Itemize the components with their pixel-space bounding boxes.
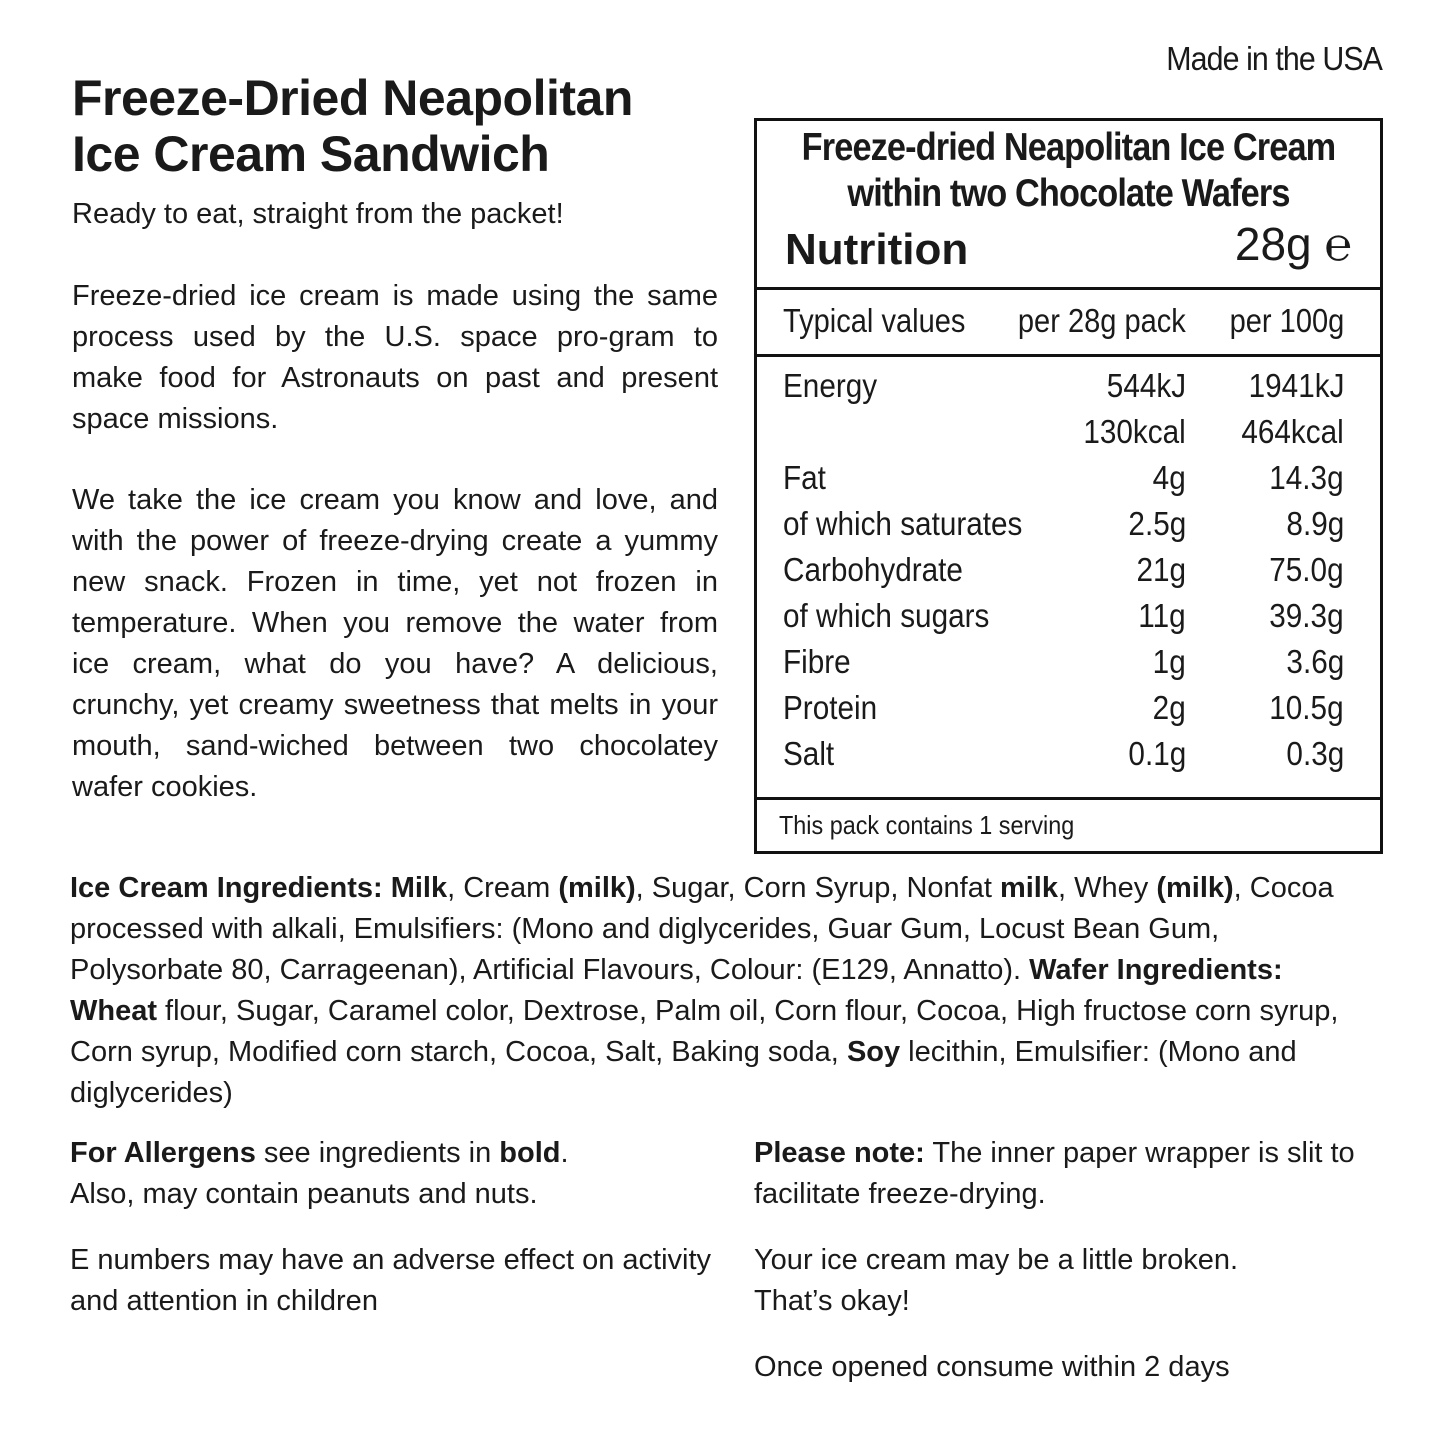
value-per-pack: 0.1g (1128, 735, 1186, 772)
nutrition-row (757, 459, 1380, 505)
allergen-milk: Milk (390, 872, 448, 904)
column-per-pack: per 28g pack (1018, 302, 1186, 339)
value-per-100g: 10.5g (1269, 689, 1344, 726)
column-typical-values: Typical values (783, 302, 966, 339)
value-per-100g: 75.0g (1269, 551, 1344, 588)
allergen-text: see ingredients in (255, 1137, 500, 1169)
nutrition-footer (757, 797, 1380, 854)
nutrition-row (757, 551, 1380, 597)
allergen-advice (70, 1133, 730, 1215)
nutrient-name: Carbohydrate (783, 551, 963, 588)
nutrient-name: of which saturates (783, 505, 1023, 542)
value-per-100g: 8.9g (1286, 505, 1344, 542)
ice-cream-ingredients-heading: Ice Cream Ingredients: (70, 872, 383, 904)
value-per-100g: 14.3g (1269, 459, 1344, 496)
nutrition-row (757, 505, 1380, 551)
allergen-milk: (milk) (558, 872, 636, 904)
net-weight: 28g ℮ (1234, 218, 1352, 270)
value-per-100g: 3.6g (1286, 643, 1344, 680)
broken-note-line-2: That’s okay! (754, 1285, 910, 1317)
value-per-pack: 4g (1152, 459, 1186, 496)
description-paragraph-2: We take the ice cream you know and love, and with the power of freeze-drying create a yummy new snack. Frozen in time, yet not frozen in temperature. When you remove the water from ice cream, what do you have? A delicious, crunchy, yet creamy sweetness that melts in your mouth, sand-wiched between two chocolatey wafer cookies. (72, 484, 718, 803)
nutrient-name: Protein (783, 689, 878, 726)
broken-note (754, 1240, 1394, 1322)
product-title-line-1: Freeze-Dried Neapolitan (72, 70, 633, 126)
nutrient-name: Fat (783, 459, 826, 496)
value-per-pack: 2.5g (1128, 505, 1186, 542)
note-heading: Please note: (754, 1137, 925, 1169)
ingredients-text: lecithin, Emulsifier: (Mono and diglycerides) (70, 1036, 1297, 1109)
value-per-100g: 39.3g (1269, 597, 1344, 634)
nutrition-row (757, 367, 1380, 413)
nutrient-name: of which sugars (783, 597, 990, 634)
nutrition-rows (757, 357, 1380, 797)
wrapper-note (754, 1133, 1394, 1215)
allergen-advice-line-1 (70, 1133, 730, 1174)
allergen-text: . (560, 1137, 569, 1169)
product-title (72, 70, 712, 182)
nutrition-row (757, 735, 1380, 781)
allergen-wheat: Wheat (70, 995, 157, 1027)
nutrition-row (757, 597, 1380, 643)
nutrition-table (754, 118, 1383, 854)
value-per-100g: 464kcal (1241, 413, 1344, 450)
value-per-100g: 1941kJ (1248, 367, 1344, 404)
allergen-milk: milk (999, 872, 1058, 904)
nutrition-product-line-1: Freeze-dried Neapolitan Ice Cream (801, 126, 1336, 169)
allergen-advice-line-2: Also, may contain peanuts and nuts. (70, 1178, 538, 1210)
column-per-100g: per 100g (1229, 302, 1344, 339)
ingredients-text: flour, Sugar, Caramel color, Dextrose, Palm oil, Corn flour, Cocoa, High fructose corn syrup, Corn syrup, Modified corn starch, Cocoa, Salt, Baking soda, (70, 995, 1339, 1068)
broken-note-line-1: Your ice cream may be a little broken. (754, 1244, 1239, 1276)
allergen-heading: For Allergens (70, 1137, 256, 1169)
value-per-pack: 130kcal (1083, 413, 1186, 450)
allergen-bold-word: bold (499, 1137, 561, 1169)
ingredients-text: , Cocoa processed with alkali, Emulsifiers: (Mono and diglycerides, Guar Gum, Locust Bean Gum, Polysorbate 80, Carrageenan), Artificial Flavours, Colour: (E129, Annatto). (70, 872, 1334, 986)
wafer-ingredients-heading: Wafer Ingredients: (1029, 954, 1283, 986)
nutrition-label: Nutrition (785, 225, 969, 274)
nutrition-row (757, 413, 1380, 459)
nutrition-row (757, 643, 1380, 689)
value-per-pack: 11g (1138, 597, 1186, 634)
nutrition-row (757, 689, 1380, 735)
tagline: Ready to eat, straight from the packet! (72, 198, 564, 230)
nutrition-column-headers (757, 290, 1380, 357)
nutrition-header (757, 121, 1380, 290)
allergen-milk: (milk) (1156, 872, 1234, 904)
value-per-pack: 544kJ (1106, 367, 1186, 404)
ingredients-list (70, 868, 1370, 1114)
allergen-soy: Soy (846, 1036, 901, 1068)
origin-label: Made in the USA (1166, 40, 1382, 77)
note-text: The inner paper wrapper is slit to facilitate freeze-drying. (754, 1137, 1355, 1210)
serving-note: This pack contains 1 serving (779, 810, 1075, 840)
ingredients-text: , Cream (447, 872, 559, 904)
e-numbers-warning: E numbers may have an adverse effect on activity and attention in children (70, 1244, 712, 1317)
value-per-100g: 0.3g (1286, 735, 1344, 772)
storage-advice: Once opened consume within 2 days (754, 1351, 1230, 1383)
nutrition-product-line-2: within two Chocolate Wafers (847, 172, 1290, 215)
nutrition-product-name (794, 125, 1342, 217)
nutrient-name: Fibre (783, 643, 851, 680)
ingredients-text: , Whey (1058, 872, 1157, 904)
value-per-pack: 21g (1136, 551, 1186, 588)
ingredients-text: , Sugar, Corn Syrup, Nonfat (635, 872, 1000, 904)
nutrient-name: Energy (783, 367, 878, 404)
description-paragraph-1: Freeze-dried ice cream is made using the same process used by the U.S. space pro-gram to make food for Astronauts on past and present space missions. (72, 280, 718, 435)
nutrient-name: Salt (783, 735, 835, 772)
value-per-pack: 1g (1152, 643, 1186, 680)
product-title-line-2: Ice Cream Sandwich (72, 126, 550, 182)
ingredients-text (383, 872, 391, 904)
value-per-pack: 2g (1152, 689, 1186, 726)
